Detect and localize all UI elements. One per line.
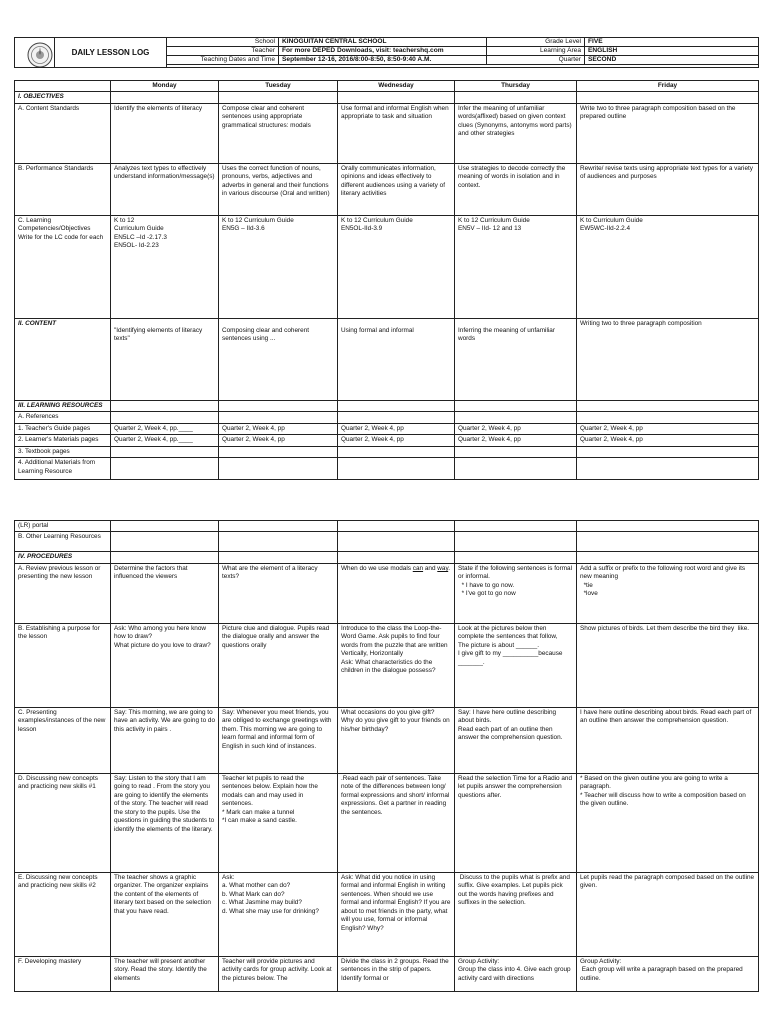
teacher-value: For more DEPED Downloads, visit: teachershq.com xyxy=(279,47,487,56)
table-row xyxy=(15,707,759,773)
row-label: A. References xyxy=(15,412,111,423)
cell: Quarter 2, Week 4, pp xyxy=(455,435,577,446)
cell: K to Curriculum Guide EW5WC-IId-2.2.4 xyxy=(577,215,759,318)
cell: Orally communicates information, opinions and ideas effectively to different audiences using a variety of literary activities xyxy=(338,163,455,215)
day-monday: Monday xyxy=(111,81,219,92)
cell: Composing clear and coherent sentences using ... xyxy=(219,318,338,400)
table-row xyxy=(15,435,759,446)
cell: Say: Listen to the story that I am going to read . From the story you are going to identify the elements of the story. The teacher will read the story to the pupils. Use the questions in guiding the students to identify the elements of the literary. xyxy=(111,773,219,872)
cell: Identify the elements of literacy xyxy=(111,103,219,163)
cell: Infer the meaning of unfamiliar words(affixed) based on given context clues (Synonyms, antonyms word parts) and other strategies xyxy=(455,103,577,163)
table-row xyxy=(15,103,759,163)
row-label: D. Discussing new concepts and practicing new skills #1 xyxy=(15,773,111,872)
header-table xyxy=(14,37,759,68)
dates-value: September 12-16, 2016/8:00-8:50, 8:50-9:40 A.M. xyxy=(279,56,487,65)
row-label: A. Review previous lesson or presenting the new lesson xyxy=(15,563,111,623)
row-label: (LR) portal xyxy=(15,521,111,532)
table-row xyxy=(15,623,759,707)
table-row xyxy=(15,423,759,434)
quarter-value: SECOND xyxy=(585,56,759,65)
day-thursday: Thursday xyxy=(455,81,577,92)
cell: Say: I have here outline describing about birds. Read each part of an outline then answer the comprehension question. xyxy=(455,707,577,773)
table-row xyxy=(15,872,759,956)
cell: Look at the pictures below then complete the sentences that follow, The picture is about ______. I give gift to my __________because _______. xyxy=(455,623,577,707)
area-value: ENGLISH xyxy=(585,47,759,56)
cell: When do we use modals can and way. xyxy=(338,563,455,623)
cell: Compose clear and coherent sentences using appropriate grammatical structures: modals xyxy=(219,103,338,163)
quarter-label: Quarter xyxy=(487,56,585,65)
row-label: A. Content Standards xyxy=(15,103,111,163)
dates-label: Teaching Dates and Time xyxy=(167,56,279,65)
area-label: Learning Area xyxy=(487,47,585,56)
cell: Quarter 2, Week 4, pp xyxy=(455,423,577,434)
cell: Show pictures of birds. Let them describe the bird they like. xyxy=(577,623,759,707)
section-resources: III. LEARNING RESOURCES xyxy=(15,400,111,411)
table-row xyxy=(15,215,759,318)
corner-cell xyxy=(15,81,111,92)
cell: Quarter 2, Week 4, pp xyxy=(577,435,759,446)
row-label: B. Other Learning Resources xyxy=(15,532,111,552)
school-label: School xyxy=(167,38,279,47)
row-label: B. Performance Standards xyxy=(15,163,111,215)
cell: Say: Whenever you meet friends, you are obliged to exchange greetings with them. This morning we are going to learn formal and informal form of English in such kind of instances. xyxy=(219,707,338,773)
cell: Discuss to the pupils what is prefix and suffix. Give examples. Let pupils pick out the words having prefixes and suffixes in the selection. xyxy=(455,872,577,956)
cell: Ask: a. What mother can do? b. What Mark can do? c. What Jasmine may build? d. What she may use for drinking? xyxy=(219,872,338,956)
row-label: F. Developing mastery xyxy=(15,956,111,991)
cell: Quarter 2, Week 4, pp xyxy=(338,423,455,434)
cell: K to 12 Curriculum Guide EN5V – IId- 12 and 13 xyxy=(455,215,577,318)
cell: I have here outline describing about birds. Read each part of an outline then answer the comprehension question. xyxy=(577,707,759,773)
cell: Writing two to three paragraph composition xyxy=(577,318,759,400)
row-label: 1. Teacher's Guide pages xyxy=(15,423,111,434)
document-title: DAILY LESSON LOG xyxy=(55,38,167,68)
row-label: C. Presenting examples/instances of the new lesson xyxy=(15,707,111,773)
day-wednesday: Wednesday xyxy=(338,81,455,92)
table-row xyxy=(15,318,759,400)
cell: The teacher will present another story. Read the story. Identify the elements xyxy=(111,956,219,991)
cell: Analyzes text types to effectively understand information/message(s) xyxy=(111,163,219,215)
table-row xyxy=(15,163,759,215)
cell: Quarter 2, Week 4, pp.____ xyxy=(111,423,219,434)
cell: Quarter 2, Week 4, pp xyxy=(338,435,455,446)
cell: State if the following sentences is formal or informal. * I have to go now. * I've got to go now xyxy=(455,563,577,623)
row-label: 2. Learner's Materials pages xyxy=(15,435,111,446)
cell: What are the element of a literacy texts? xyxy=(219,563,338,623)
table-row xyxy=(15,956,759,991)
row-label: B. Establishing a purpose for the lesson xyxy=(15,623,111,707)
cell: .Read each pair of sentences. Take note of the differences between long/ formal expressions and short/ informal expressions. Get a partner in reading the sentences. xyxy=(338,773,455,872)
section-procedures: IV. PROCEDURES xyxy=(15,552,111,563)
cell: Determine the factors that influenced the viewers xyxy=(111,563,219,623)
cell: * Based on the given outline you are going to write a paragraph. * Teacher will discuss how to write a composition based on the given outline. xyxy=(577,773,759,872)
day-friday: Friday xyxy=(577,81,759,92)
cell: Quarter 2, Week 4, pp xyxy=(577,423,759,434)
cell: Group Activity: Group the class into 4. Give each group activity card with directions xyxy=(455,956,577,991)
grade-value: FIVE xyxy=(585,38,759,47)
school-value: KINOGUITAN CENTRAL SCHOOL xyxy=(279,38,487,47)
cell: Rewrite/ revise texts using appropriate text types for a variety of audiences and purposes xyxy=(577,163,759,215)
cell: K to 12 Curriculum Guide EN5OL-IId-3.9 xyxy=(338,215,455,318)
cell: Picture clue and dialogue. Pupils read the dialogue orally and answer the questions orally xyxy=(219,623,338,707)
row-label: C. Learning Competencies/Objectives Write for the LC code for each xyxy=(15,215,111,318)
cell: "Identifying elements of literacy texts" xyxy=(111,318,219,400)
lesson-table-page-2 xyxy=(14,520,759,992)
cell: Uses the correct function of nouns, pronouns, verbs, adjectives and adverbs in general and their functions in various discourse (Oral and written) xyxy=(219,163,338,215)
cell: Using formal and informal xyxy=(338,318,455,400)
cell: Let pupils read the paragraph composed based on the outline given. xyxy=(577,872,759,956)
day-tuesday: Tuesday xyxy=(219,81,338,92)
cell: Use strategies to decode correctly the meaning of words in isolation and in context. xyxy=(455,163,577,215)
row-label: II. CONTENT xyxy=(15,318,111,400)
cell: Ask: What did you notice in using formal and informal English in writing sentences. When should we use formal and informal English? If you are about to met friends in the party, what will you use, formal or informal English? Why? xyxy=(338,872,455,956)
cell: Ask: Who among you here know how to draw? What picture do you love to draw? xyxy=(111,623,219,707)
cell: Divide the class in 2 groups. Read the sentences in the strip of papers. Identify formal or xyxy=(338,956,455,991)
cell: Teacher let pupils to read the sentences below. Explain how the modals can and may used in sentences. * Mark can make a tunnel *I can make a sand castle. xyxy=(219,773,338,872)
cell: Quarter 2, Week 4, pp xyxy=(219,423,338,434)
cell: Quarter 2, Week 4, pp xyxy=(219,435,338,446)
cell: Inferring the meaning of unfamiliar words xyxy=(455,318,577,400)
cell: The teacher shows a graphic organizer. The organizer explains the content of the elements of literary text based on the selection that you have read. xyxy=(111,872,219,956)
cell: K to 12 Curriculum Guide EN5G – IId-3.6 xyxy=(219,215,338,318)
logo-cell xyxy=(15,38,55,68)
table-row xyxy=(15,773,759,872)
cell: Read the selection Time for a Radio and let pupils answer the comprehension questions after. xyxy=(455,773,577,872)
row-label: 4. Additional Materials from Learning Resource xyxy=(15,458,111,480)
cell: Quarter 2, Week 4, pp.____ xyxy=(111,435,219,446)
grade-label: Grade Level xyxy=(487,38,585,47)
teacher-label: Teacher xyxy=(167,47,279,56)
cell: Write two to three paragraph composition based on the prepared outline xyxy=(577,103,759,163)
underlined-way: way xyxy=(437,564,449,572)
row-label: E. Discussing new concepts and practicing new skills #2 xyxy=(15,872,111,956)
cell: Teacher will provide pictures and activity cards for group activity. Look at the pictures below. The xyxy=(219,956,338,991)
cell: K to 12 Curriculum Guide EN5LC –Id -2.17.3 EN5OL- Id-2.23 xyxy=(111,215,219,318)
cell: Say: This morning, we are going to have an activity. We are going to do this activity in pairs . xyxy=(111,707,219,773)
underlined-can: can xyxy=(412,564,424,572)
cell: Use formal and informal English when appropriate to task and situation xyxy=(338,103,455,163)
lesson-table-page-1 xyxy=(14,80,759,480)
cell: Add a suffix or prefix to the following root word and give its new meaning *tie *love xyxy=(577,563,759,623)
cell: Group Activity: Each group will write a paragraph based on the prepared outline. xyxy=(577,956,759,991)
section-objectives: I. OBJECTIVES xyxy=(15,92,111,103)
cell: What occasions do you give gift? Why do you give gift to your friends on his/her birthday? xyxy=(338,707,455,773)
row-label: 3. Textbook pages xyxy=(15,446,111,457)
cell: Introduce to the class the Loop-the-Word Game. Ask pupils to find four words from the puzzle that are written Vertically, Horizontally Ask: What characteristics do the children in the dialogue possess? xyxy=(338,623,455,707)
table-row xyxy=(15,563,759,623)
